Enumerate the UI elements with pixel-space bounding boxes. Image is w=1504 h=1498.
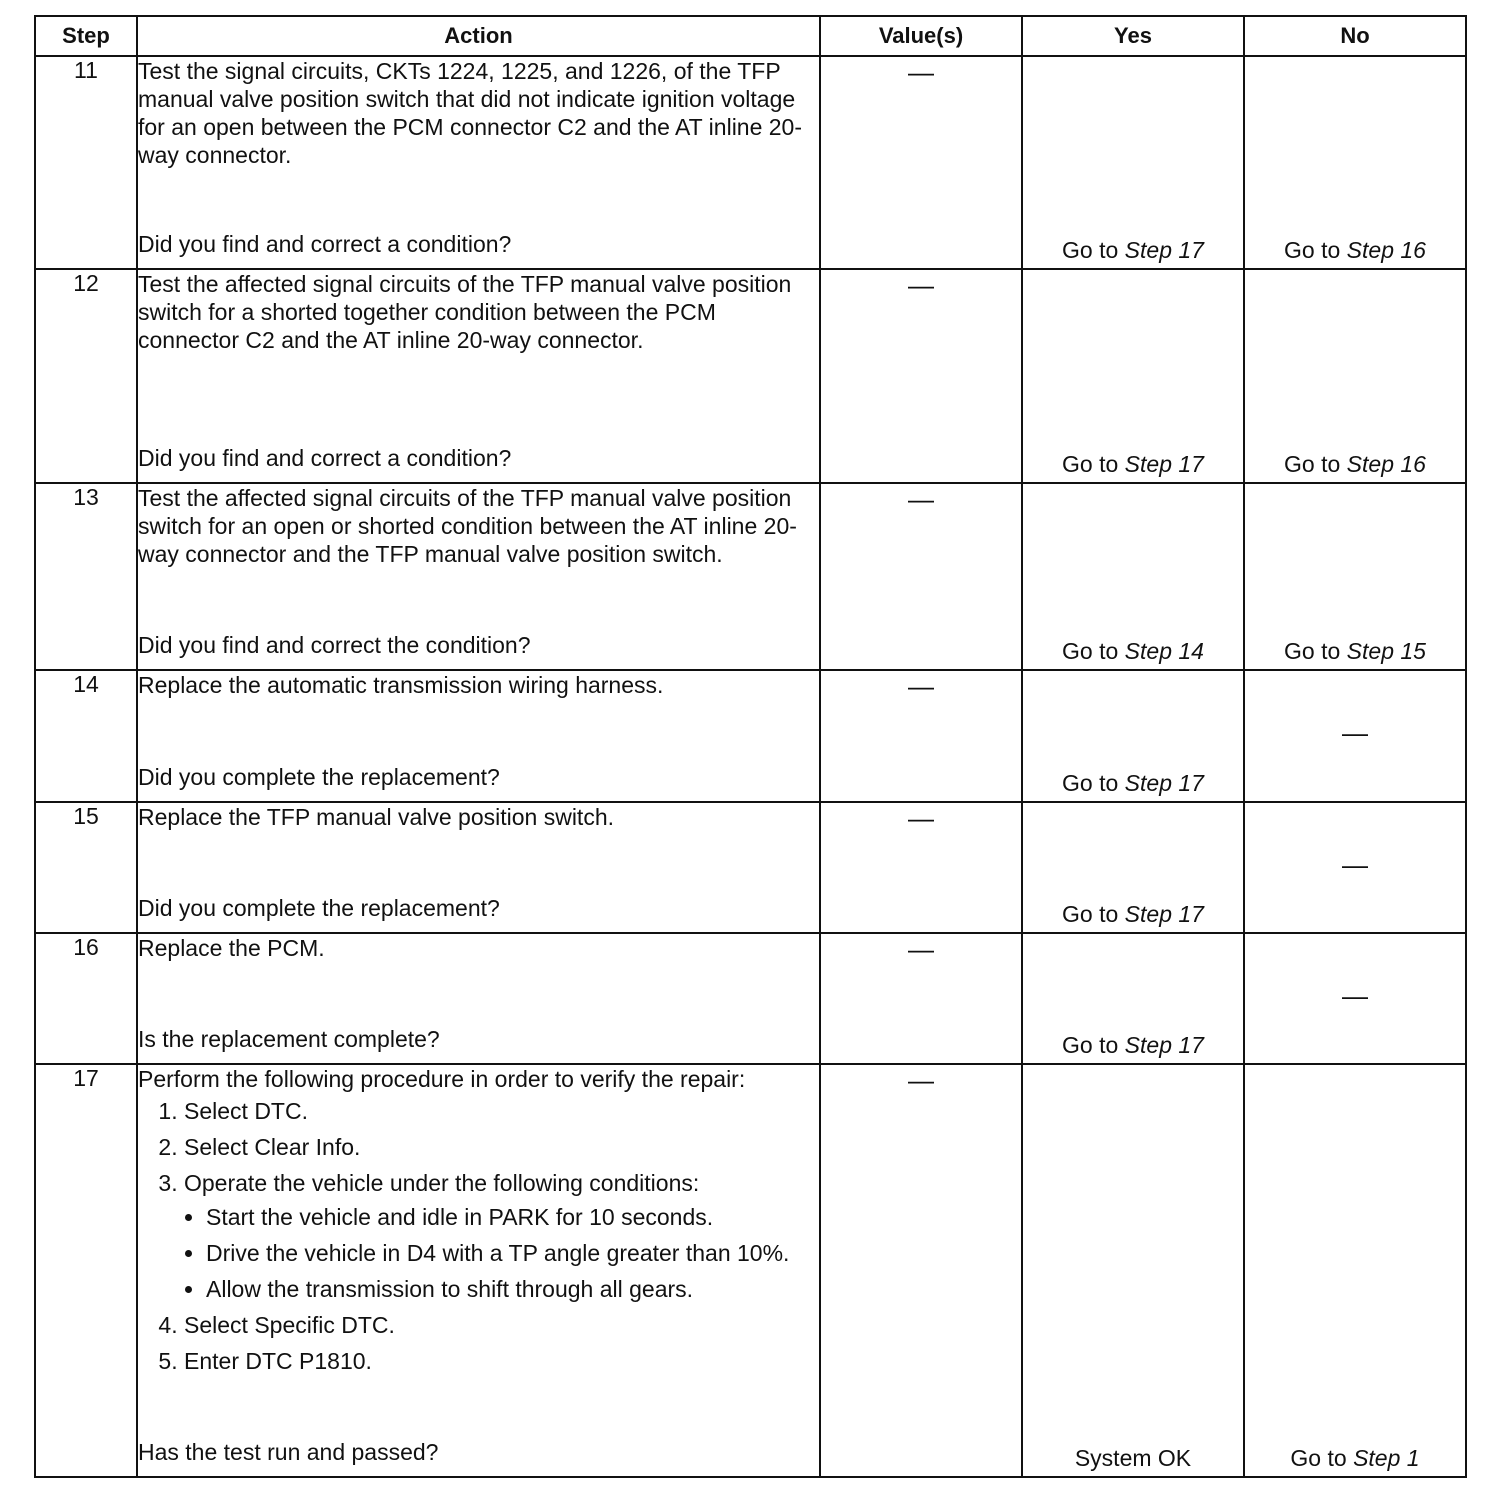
goto-prefix: Go to xyxy=(1284,237,1341,263)
no-cell xyxy=(1244,269,1466,483)
action-cell xyxy=(137,483,820,670)
no-goto xyxy=(1245,637,1465,665)
step-number: 11 xyxy=(35,56,137,269)
action-question: Has the test run and passed? xyxy=(138,1439,439,1465)
yes-goto xyxy=(1023,1031,1243,1059)
value-cell: — xyxy=(820,269,1022,483)
yes-cell xyxy=(1022,56,1244,269)
action-question: Did you complete the replacement? xyxy=(138,764,500,790)
yes-cell xyxy=(1022,269,1244,483)
action-cell xyxy=(137,670,820,802)
table-row xyxy=(35,56,1466,269)
procedure-step-text: Operate the vehicle under the following conditions: xyxy=(184,1170,700,1196)
yes-cell xyxy=(1022,483,1244,670)
procedure-list xyxy=(138,1097,819,1375)
table-row xyxy=(35,483,1466,670)
goto-prefix: Go to xyxy=(1062,451,1119,477)
procedure-step: 4. Select Specific DTC. xyxy=(184,1311,819,1339)
action-cell xyxy=(137,933,820,1064)
action-cell xyxy=(137,802,820,933)
condition-item: • Start the vehicle and idle in PARK for 10 seconds. xyxy=(206,1203,819,1231)
goto-step-link: Step 1 xyxy=(1353,1445,1420,1471)
no-goto xyxy=(1245,450,1465,478)
action-text: Replace the automatic transmission wiring harness. xyxy=(138,672,664,698)
step-number: 12 xyxy=(35,269,137,483)
action-text: Replace the PCM. xyxy=(138,935,325,961)
yes-cell xyxy=(1022,933,1244,1064)
value-cell: — xyxy=(820,670,1022,802)
table-row xyxy=(35,802,1466,933)
goto-prefix: Go to xyxy=(1062,901,1119,927)
no-value: — xyxy=(1342,848,1368,879)
action-question: Did you find and correct the condition? xyxy=(138,632,531,658)
procedure-step: 5. Enter DTC P1810. xyxy=(184,1347,819,1375)
no-value: — xyxy=(1342,979,1368,1010)
procedure-block xyxy=(138,1065,819,1383)
condition-list xyxy=(184,1203,819,1303)
no-goto xyxy=(1245,236,1465,264)
header-no: No xyxy=(1244,16,1466,56)
yes-result: System OK xyxy=(1074,1445,1192,1471)
header-action: Action xyxy=(137,16,820,56)
diagnostic-table xyxy=(34,15,1467,1478)
action-cell xyxy=(137,269,820,483)
step-number: 15 xyxy=(35,802,137,933)
value-cell: — xyxy=(820,483,1022,670)
goto-step-link: Step 17 xyxy=(1124,901,1204,927)
condition-item: • Allow the transmission to shift through all gears. xyxy=(206,1275,819,1303)
action-question: Did you complete the replacement? xyxy=(138,895,500,921)
goto-prefix: Go to xyxy=(1062,237,1119,263)
goto-prefix: Go to xyxy=(1284,451,1341,477)
action-text: Replace the TFP manual valve position switch. xyxy=(138,804,615,830)
goto-prefix: Go to xyxy=(1062,1032,1119,1058)
goto-prefix: Go to xyxy=(1284,638,1341,664)
yes-cell xyxy=(1022,1064,1244,1477)
action-question: Did you find and correct a condition? xyxy=(138,445,512,471)
goto-prefix: Go to xyxy=(1062,770,1119,796)
header-values: Value(s) xyxy=(820,16,1022,56)
value-cell: — xyxy=(820,933,1022,1064)
table-row xyxy=(35,670,1466,802)
goto-step-link: Step 14 xyxy=(1124,638,1204,664)
procedure-step: 2. Select Clear Info. xyxy=(184,1133,819,1161)
goto-step-link: Step 17 xyxy=(1124,451,1204,477)
yes-goto xyxy=(1023,450,1243,478)
goto-prefix: Go to xyxy=(1062,638,1119,664)
table-row xyxy=(35,933,1466,1064)
yes-goto xyxy=(1023,900,1243,928)
table-row xyxy=(35,269,1466,483)
step-number: 16 xyxy=(35,933,137,1064)
goto-step-link: Step 17 xyxy=(1124,770,1204,796)
no-cell xyxy=(1244,933,1466,1064)
no-goto xyxy=(1245,1444,1465,1472)
no-value: — xyxy=(1342,717,1368,748)
action-text: Test the signal circuits, CKTs 1224, 1225, and 1226, of the TFP manual valve position switch that did not indicate ignition voltage for an open between the PCM connector C2 and the AT inline 20-way connector. xyxy=(138,58,803,168)
yes-cell xyxy=(1022,670,1244,802)
action-text: Perform the following procedure in order to verify the repair: xyxy=(138,1066,746,1092)
table-row xyxy=(35,1064,1466,1477)
condition-item: • Drive the vehicle in D4 with a TP angle greater than 10%. xyxy=(206,1239,819,1267)
header-step: Step xyxy=(35,16,137,56)
no-cell xyxy=(1244,670,1466,802)
goto-prefix: Go to xyxy=(1290,1445,1347,1471)
action-cell xyxy=(137,1064,820,1477)
action-question: Did you find and correct a condition? xyxy=(138,231,512,257)
value-cell: — xyxy=(820,1064,1022,1477)
goto-step-link: Step 16 xyxy=(1346,237,1426,263)
goto-step-link: Step 15 xyxy=(1346,638,1426,664)
header-yes: Yes xyxy=(1022,16,1244,56)
goto-step-link: Step 17 xyxy=(1124,1032,1204,1058)
no-cell xyxy=(1244,1064,1466,1477)
no-cell xyxy=(1244,802,1466,933)
no-cell xyxy=(1244,56,1466,269)
procedure-step: 1. Select DTC. xyxy=(184,1097,819,1125)
yes-goto xyxy=(1023,236,1243,264)
step-number: 17 xyxy=(35,1064,137,1477)
action-question: Is the replacement complete? xyxy=(138,1026,440,1052)
value-cell: — xyxy=(820,802,1022,933)
goto-step-link: Step 17 xyxy=(1124,237,1204,263)
action-text: Test the affected signal circuits of the TFP manual valve position switch for a shorted together condition between the PCM connector C2 and the AT inline 20-way connector. xyxy=(138,271,792,353)
yes-goto xyxy=(1023,637,1243,665)
no-cell xyxy=(1244,483,1466,670)
goto-step-link: Step 16 xyxy=(1346,451,1426,477)
yes-cell xyxy=(1022,802,1244,933)
yes-goto xyxy=(1023,769,1243,797)
step-number: 13 xyxy=(35,483,137,670)
header-row xyxy=(35,16,1466,56)
value-cell: — xyxy=(820,56,1022,269)
action-text: Test the affected signal circuits of the TFP manual valve position switch for an open or shorted condition between the AT inline 20-way connector and the TFP manual valve position switch. xyxy=(138,485,797,567)
action-cell xyxy=(137,56,820,269)
procedure-step xyxy=(184,1169,819,1303)
step-number: 14 xyxy=(35,670,137,802)
